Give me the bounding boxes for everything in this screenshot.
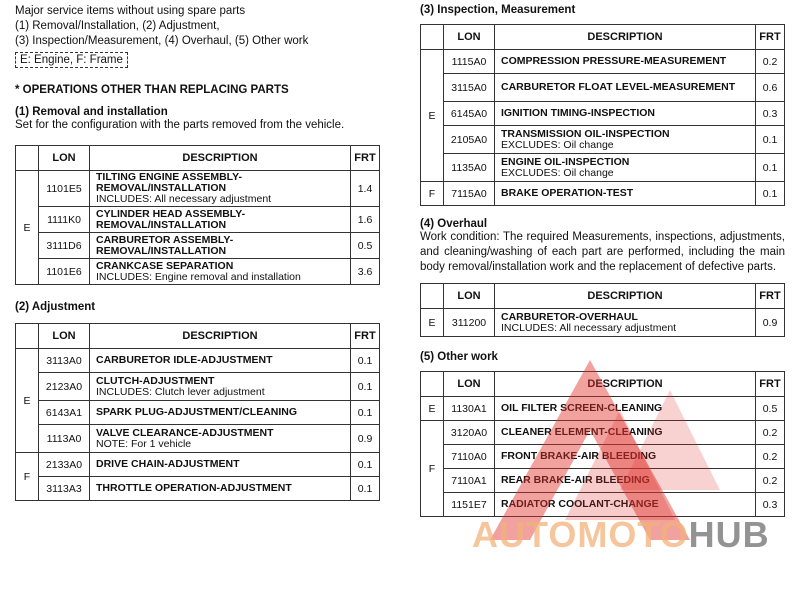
description-title: CLUTCH-ADJUSTMENT xyxy=(96,374,215,387)
table-header-row xyxy=(421,25,785,50)
table-row xyxy=(421,469,785,493)
frt-cell: 0.2 xyxy=(756,421,785,445)
frt-header: FRT xyxy=(756,25,785,50)
description-title: VALVE CLEARANCE-ADJUSTMENT xyxy=(96,426,274,439)
removal-note: Set for the configuration with the parts removed from the vehicle. xyxy=(15,119,345,131)
description-note: EXCLUDES: Oil change xyxy=(501,166,614,179)
description-cell xyxy=(90,425,351,453)
adjustment-table xyxy=(15,323,380,501)
intro-line-2: (1) Removal/Installation, (2) Adjustment, xyxy=(15,20,220,32)
group-cell: E xyxy=(421,309,444,337)
description-title: TILTING ENGINE ASSEMBLY-REMOVAL/INSTALLATION xyxy=(96,171,243,194)
description-title: TRANSMISSION OIL-INSPECTION xyxy=(501,127,670,140)
description-title: CRANKCASE SEPARATION xyxy=(96,259,234,272)
description-cell xyxy=(90,207,351,233)
table-row xyxy=(421,102,785,126)
description-title: REAR BRAKE-AIR BLEEDING xyxy=(501,474,650,486)
table-row xyxy=(421,154,785,182)
description-note: INCLUDES: All necessary adjustment xyxy=(501,321,677,334)
description-title: CLEANER ELEMENT-CLEANING xyxy=(501,426,663,438)
table-header-row xyxy=(421,372,785,397)
group-cell: F xyxy=(421,421,444,517)
lon-cell: 3113A0 xyxy=(39,349,90,373)
lon-header: LON xyxy=(444,25,495,50)
table-row xyxy=(421,397,785,421)
lon-header: LON xyxy=(444,284,495,309)
overhaul-table xyxy=(420,283,785,337)
table-row xyxy=(16,349,380,373)
description-note: INCLUDES: Clutch lever adjustment xyxy=(96,385,265,398)
table-row xyxy=(16,425,380,453)
lon-cell: 3120A0 xyxy=(444,421,495,445)
description-cell xyxy=(495,445,756,469)
table-row xyxy=(16,477,380,501)
table-row xyxy=(421,309,785,337)
frt-cell: 0.2 xyxy=(756,50,785,74)
description-cell xyxy=(495,74,756,102)
table-row xyxy=(16,233,380,259)
intro-line-1: Major service items without using spare parts xyxy=(15,5,246,17)
frt-header: FRT xyxy=(351,324,380,349)
frt-cell: 3.6 xyxy=(351,259,380,285)
lon-cell: 311200 xyxy=(444,309,495,337)
lon-cell: 1115A0 xyxy=(444,50,495,74)
table-header-row xyxy=(421,284,785,309)
description-cell xyxy=(90,349,351,373)
description-cell xyxy=(495,50,756,74)
frt-cell: 0.2 xyxy=(756,469,785,493)
lon-cell: 2123A0 xyxy=(39,373,90,401)
lon-cell: 1111K0 xyxy=(39,207,90,233)
legend-box: E: Engine, F: Frame xyxy=(15,52,128,68)
description-header: DESCRIPTION xyxy=(495,284,756,309)
group-header xyxy=(421,372,444,397)
description-title: ENGINE OIL-INSPECTION xyxy=(501,155,630,168)
description-cell xyxy=(495,126,756,154)
frt-cell: 0.1 xyxy=(756,182,785,206)
description-title: CARBURETOR IDLE-ADJUSTMENT xyxy=(96,354,273,366)
frt-cell: 0.1 xyxy=(351,373,380,401)
lon-cell: 1101E6 xyxy=(39,259,90,285)
frt-cell: 0.6 xyxy=(756,74,785,102)
inspection-table xyxy=(420,24,785,206)
frt-cell: 0.1 xyxy=(756,126,785,154)
frt-header: FRT xyxy=(351,146,380,171)
lon-cell: 1101E5 xyxy=(39,171,90,207)
watermark-text xyxy=(472,514,770,556)
description-header: DESCRIPTION xyxy=(90,324,351,349)
frt-cell: 0.1 xyxy=(351,453,380,477)
description-cell xyxy=(90,373,351,401)
description-note: INCLUDES: All necessary adjustment xyxy=(96,193,272,205)
watermark-part-2: HUB xyxy=(688,514,770,555)
description-cell xyxy=(495,493,756,517)
description-cell xyxy=(495,154,756,182)
table-row xyxy=(16,401,380,425)
table-row xyxy=(16,453,380,477)
description-cell xyxy=(90,233,351,259)
lon-cell: 7110A1 xyxy=(444,469,495,493)
description-title: SPARK PLUG-ADJUSTMENT/CLEANING xyxy=(96,406,298,418)
frt-cell: 0.5 xyxy=(351,233,380,259)
group-cell: E xyxy=(16,171,39,285)
removal-table xyxy=(15,145,380,285)
right-column xyxy=(420,4,785,517)
table-row xyxy=(16,207,380,233)
overhaul-text: Work condition: The required Measurements, inspections, adjustments, and cleaning/washing of each part are performed, including the main body removal/installation work and the replacement of defective parts. xyxy=(420,231,785,273)
table-row xyxy=(421,182,785,206)
frt-header: FRT xyxy=(756,284,785,309)
left-column xyxy=(15,4,380,501)
lon-cell: 6143A1 xyxy=(39,401,90,425)
lon-header: LON xyxy=(444,372,495,397)
description-header: DESCRIPTION xyxy=(495,25,756,50)
lon-header: LON xyxy=(39,324,90,349)
description-note: EXCLUDES: Oil change xyxy=(501,138,614,151)
group-header xyxy=(16,146,39,171)
other-table xyxy=(420,371,785,517)
table-row xyxy=(16,171,380,207)
table-row xyxy=(421,126,785,154)
group-header xyxy=(421,284,444,309)
description-title: THROTTLE OPERATION-ADJUSTMENT xyxy=(96,482,292,494)
intro-line-3: (3) Inspection/Measurement, (4) Overhaul, (5) Other work xyxy=(15,35,309,47)
description-title: RADIATOR COOLANT-CHANGE xyxy=(501,498,659,510)
frt-cell: 0.5 xyxy=(756,397,785,421)
removal-title: (1) Removal and installation xyxy=(15,106,168,118)
frt-cell: 0.1 xyxy=(351,401,380,425)
description-cell xyxy=(495,469,756,493)
frt-cell: 0.3 xyxy=(756,493,785,517)
lon-cell: 2133A0 xyxy=(39,453,90,477)
frt-cell: 0.1 xyxy=(351,477,380,501)
group-cell: F xyxy=(421,182,444,206)
lon-cell: 1113A0 xyxy=(39,425,90,453)
frt-header: FRT xyxy=(756,372,785,397)
adjustment-title: (2) Adjustment xyxy=(15,301,96,313)
description-cell xyxy=(495,182,756,206)
table-row xyxy=(421,421,785,445)
frt-cell: 0.9 xyxy=(756,309,785,337)
lon-cell: 7110A0 xyxy=(444,445,495,469)
table-row xyxy=(16,259,380,285)
frt-cell: 1.4 xyxy=(351,171,380,207)
description-title: COMPRESSION PRESSURE-MEASUREMENT xyxy=(501,55,727,67)
description-header: DESCRIPTION xyxy=(495,372,756,397)
frt-cell: 0.1 xyxy=(756,154,785,182)
description-cell xyxy=(495,309,756,337)
group-header xyxy=(16,324,39,349)
lon-cell: 3111D6 xyxy=(39,233,90,259)
group-header xyxy=(421,25,444,50)
description-cell xyxy=(495,397,756,421)
frt-cell: 0.2 xyxy=(756,445,785,469)
description-note: NOTE: For 1 vehicle xyxy=(96,437,192,450)
description-cell xyxy=(90,477,351,501)
watermark-part-1: AUTOMOTO xyxy=(472,514,689,555)
table-row xyxy=(421,74,785,102)
description-cell xyxy=(495,102,756,126)
description-title: CARBURETOR FLOAT LEVEL-MEASUREMENT xyxy=(501,81,736,93)
overhaul-title: (4) Overhaul xyxy=(420,218,488,230)
description-header: DESCRIPTION xyxy=(90,146,351,171)
description-cell xyxy=(90,453,351,477)
table-row xyxy=(421,445,785,469)
table-row xyxy=(421,493,785,517)
lon-header: LON xyxy=(39,146,90,171)
description-title: CYLINDER HEAD ASSEMBLY-REMOVAL/INSTALLATION xyxy=(96,207,246,231)
table-header-row xyxy=(16,324,380,349)
table-row xyxy=(16,373,380,401)
frt-cell: 0.3 xyxy=(756,102,785,126)
lon-cell: 2105A0 xyxy=(444,126,495,154)
description-title: FRONT BRAKE-AIR BLEEDING xyxy=(501,450,657,462)
group-cell: E xyxy=(421,397,444,421)
description-note: INCLUDES: Engine removal and installation xyxy=(96,270,301,283)
description-title: OIL FILTER SCREEN-CLEANING xyxy=(501,402,663,414)
lon-cell: 6145A0 xyxy=(444,102,495,126)
lon-cell: 3113A3 xyxy=(39,477,90,501)
description-cell xyxy=(90,259,351,285)
frt-cell: 0.1 xyxy=(351,349,380,373)
lon-cell: 1135A0 xyxy=(444,154,495,182)
inspection-title: (3) Inspection, Measurement xyxy=(420,4,576,16)
frt-cell: 1.6 xyxy=(351,207,380,233)
frt-cell: 0.9 xyxy=(351,425,380,453)
description-title: BRAKE OPERATION-TEST xyxy=(501,187,634,199)
description-cell xyxy=(90,171,351,207)
lon-cell: 1151E7 xyxy=(444,493,495,517)
other-title: (5) Other work xyxy=(420,351,498,363)
description-cell xyxy=(90,401,351,425)
table-row xyxy=(421,50,785,74)
table-header-row xyxy=(16,146,380,171)
ops-heading: * OPERATIONS OTHER THAN REPLACING PARTS xyxy=(15,84,289,96)
description-title: CARBURETOR ASSEMBLY-REMOVAL/INSTALLATION xyxy=(96,233,234,257)
group-cell: E xyxy=(16,349,39,453)
description-title: CARBURETOR-OVERHAUL xyxy=(501,310,638,323)
lon-cell: 3115A0 xyxy=(444,74,495,102)
description-title: IGNITION TIMING-INSPECTION xyxy=(501,107,655,119)
description-title: DRIVE CHAIN-ADJUSTMENT xyxy=(96,458,240,470)
group-cell: F xyxy=(16,453,39,501)
lon-cell: 1130A1 xyxy=(444,397,495,421)
group-cell: E xyxy=(421,50,444,182)
lon-cell: 7115A0 xyxy=(444,182,495,206)
description-cell xyxy=(495,421,756,445)
